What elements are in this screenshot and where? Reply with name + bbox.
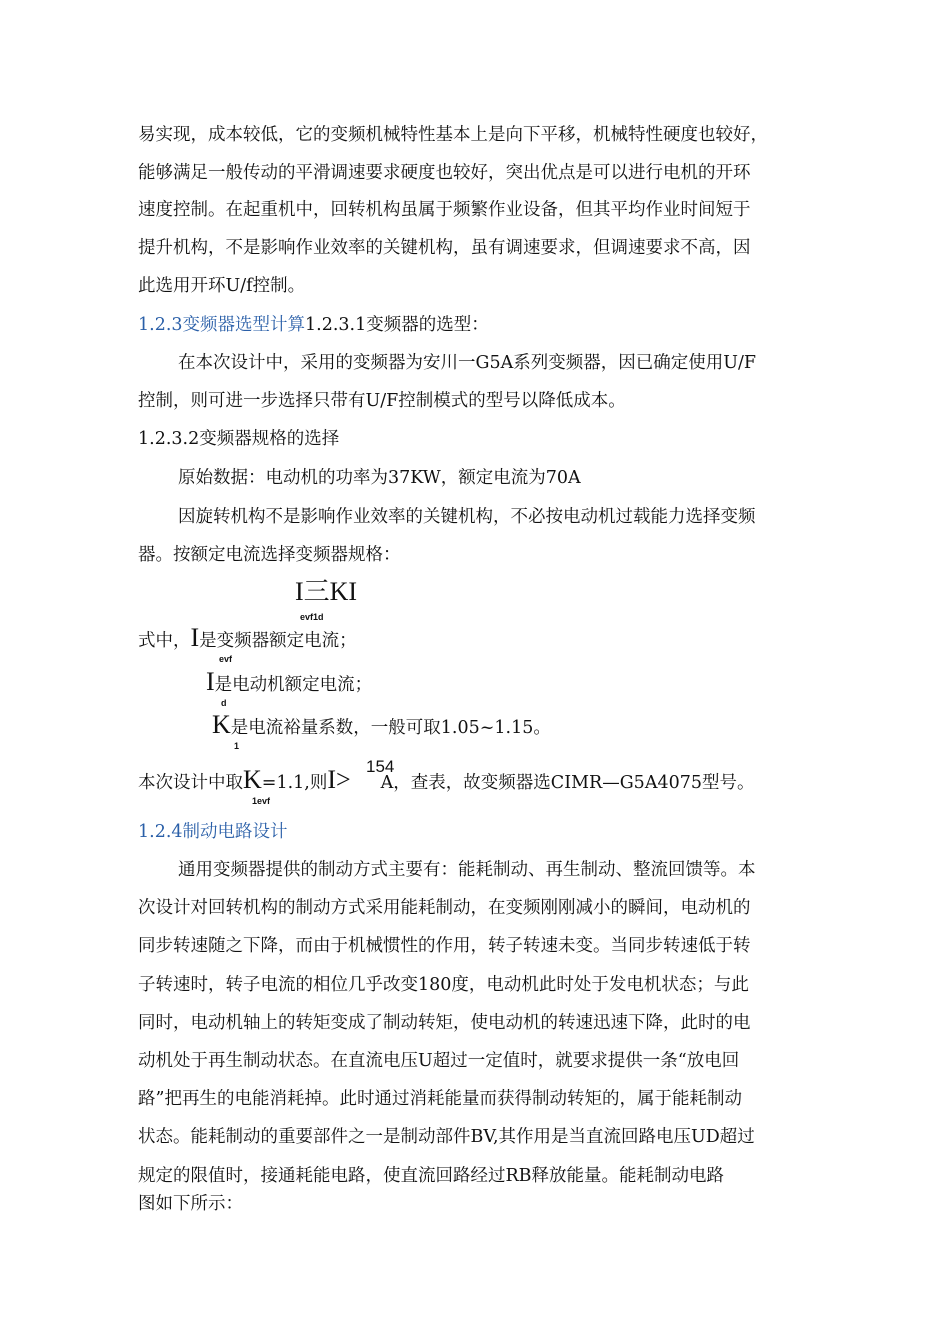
definition-text: 是变频器额定电流； [199,631,357,651]
para-line: 原始数据：电动机的功率为37KW，额定电流为70A [178,468,581,488]
symbol-i-d: I [206,667,215,696]
symbol-i-evf: I [190,623,200,652]
para-line: 能够满足一般传动的平滑调速要求硬度也较好，突出优点是可以进行电机的开环 [138,163,751,183]
definition-text: 是电流裕量系数，一般可取1.05~1.15。 [230,718,551,738]
definition-row-1 [138,623,357,653]
para-line: 同时，电动机轴上的转矩变成了制动转矩，使电动机的转速迅速下降，此时的电 [138,1013,751,1033]
para-line: 通用变频器提供的制动方式主要有：能耗制动、再生制动、整流回馈等。本 [178,860,756,880]
para-line: 器。按额定电流选择变频器规格： [138,545,401,565]
para-line: 控制，则可进一步选择只带有U/F控制模式的型号以降低成本。 [138,391,626,411]
para-line: 规定的限值时，接通耗能电路，使直流回路经过RB释放能量。能耗制动电路 [138,1166,725,1186]
subscript-evf: evf [219,654,233,664]
formula-main: I三KI [295,577,358,606]
section-heading-row [138,313,489,337]
para-line: 动机处于再生制动状态。在直流电压U超过一定值时，就要求提供一条“放电回 [138,1051,740,1071]
symbol-k1-calc: K [243,765,262,794]
para-line: 因旋转机构不是影响作业效率的关键机构，不必按电动机过载能力选择变频 [178,507,756,527]
para-line: 图如下所示： [138,1194,243,1214]
para-line: 易实现，成本较低，它的变频机械特性基本上是向下平移，机械特性硬度也较好， [138,125,768,145]
symbol-i-1evf: I> [327,765,351,794]
para-line: 提升机构，不是影响作业效率的关键机构，虽有调速要求，但调速要求不高，因 [138,238,751,258]
definition-prefix: 式中， [138,631,191,651]
definition-row-2 [206,667,373,697]
para-line: 子转速时，转子电流的相位几乎改变180度，电动机此时处于发电机状态；与此 [138,975,749,995]
calc-rest: A，查表，故变频器选CIMR—G5A4075型号。 [380,773,755,793]
subsection-heading-1-2-3-1: 1.2.3.1变频器的选型： [305,315,489,335]
para-line: 同步转速随之下降，而由于机械惯性的作用，转子转速未变。当同步转速低于转 [138,936,751,956]
subscript-1evf: 1evf [252,796,271,806]
calc-mid: =1.1,则 [261,773,328,793]
superscript-154: 154 [366,757,395,776]
para-line: 速度控制。在起重机中，回转机构虽属于频繁作业设备，但其平均作业时间短于 [138,200,751,220]
para-line: 路”把再生的电能消耗掉。此时通过消耗能量而获得制动转矩的，属于能耗制动 [138,1089,742,1109]
subscript-d: d [221,698,227,708]
symbol-k1: K [212,710,231,739]
subscript-1: 1 [234,741,240,751]
para-line: 此选用开环U/f控制。 [138,276,306,296]
section-heading-1-2-4: 1.2.4制动电路设计 [138,822,288,842]
formula-main-subscript: evf1d [300,612,324,622]
para-line: 在本次设计中，采用的变频器为安川一G5A系列变频器，因已确定使用U/F [178,353,757,373]
definition-text: 是电动机额定电流； [214,675,373,695]
definition-row-3 [212,710,551,740]
section-heading-1-2-3: 1.2.3变频器选型计算 [138,315,306,335]
calc-prefix: 本次设计中取 [138,773,243,793]
para-line: 次设计对回转机构的制动方式采用能耗制动，在变频刚刚减小的瞬间，电动机的 [138,898,751,918]
subsection-heading-1-2-3-2: 1.2.3.2变频器规格的选择 [138,429,340,449]
para-line: 状态。能耗制动的重要部件之一是制动部件BV,其作用是当直流回路电压UD超过 [138,1127,755,1147]
